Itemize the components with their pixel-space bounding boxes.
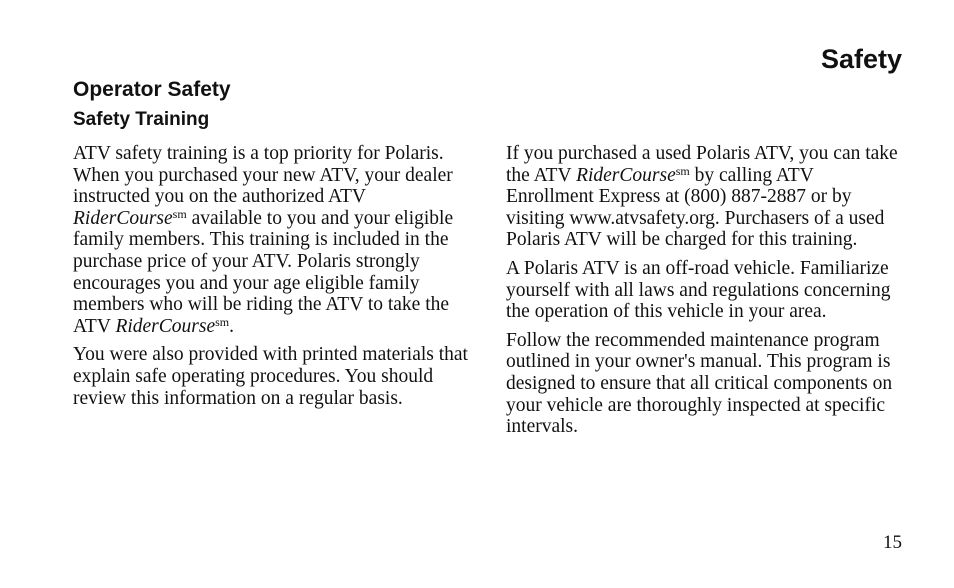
paragraph: Follow the recommended maintenance program outlined in your owner's manual. This program is designed to ensure that all critical components on your vehicle are thoroughly inspected at specific intervals. bbox=[506, 329, 893, 438]
page-number: 15 bbox=[883, 532, 902, 553]
paragraph: You were also provided with printed materials that explain safe operating procedures. You should review this information on a regular basis. bbox=[73, 344, 468, 409]
section-title: Safety bbox=[820, 44, 902, 74]
right-column bbox=[506, 143, 906, 445]
course-name: RiderCourse bbox=[576, 164, 676, 186]
paragraph: ATV safety training is a top priority for Polaris. When you purchased your new ATV, your dealer instructed you on the authorized ATV RiderCourse$^{sm}$ available to you and your eligible family members. This training is included in the purchase price of your ATV. Polaris strongly encourages you and your age eligible family members who will be riding the ATV to take the ATV RiderCourse$^{sm}$. bbox=[73, 143, 454, 337]
left-column bbox=[73, 143, 473, 416]
heading-operator-safety: Operator Safety bbox=[73, 78, 231, 101]
course-name: RiderCourse bbox=[73, 207, 173, 229]
paragraph: If you purchased a used Polaris ATV, you can take the ATV RiderCourse$^{sm}$ by calling ATV Enrollment Express at (800) 887-2887 or by visiting www.atvsafety.org. Purchasers of a used Polaris ATV will be charged for this training. bbox=[506, 143, 898, 251]
course-name: RiderCourse bbox=[115, 315, 216, 337]
paragraph: A Polaris ATV is an off-road vehicle. Familiarize yourself with all laws and regulations concerning the operation of this vehicle in your area. bbox=[506, 257, 891, 323]
service-mark: sm bbox=[172, 206, 187, 221]
service-mark: sm bbox=[215, 314, 230, 329]
subheading-safety-training: Safety Training bbox=[73, 109, 210, 130]
service-mark: sm bbox=[675, 163, 690, 178]
